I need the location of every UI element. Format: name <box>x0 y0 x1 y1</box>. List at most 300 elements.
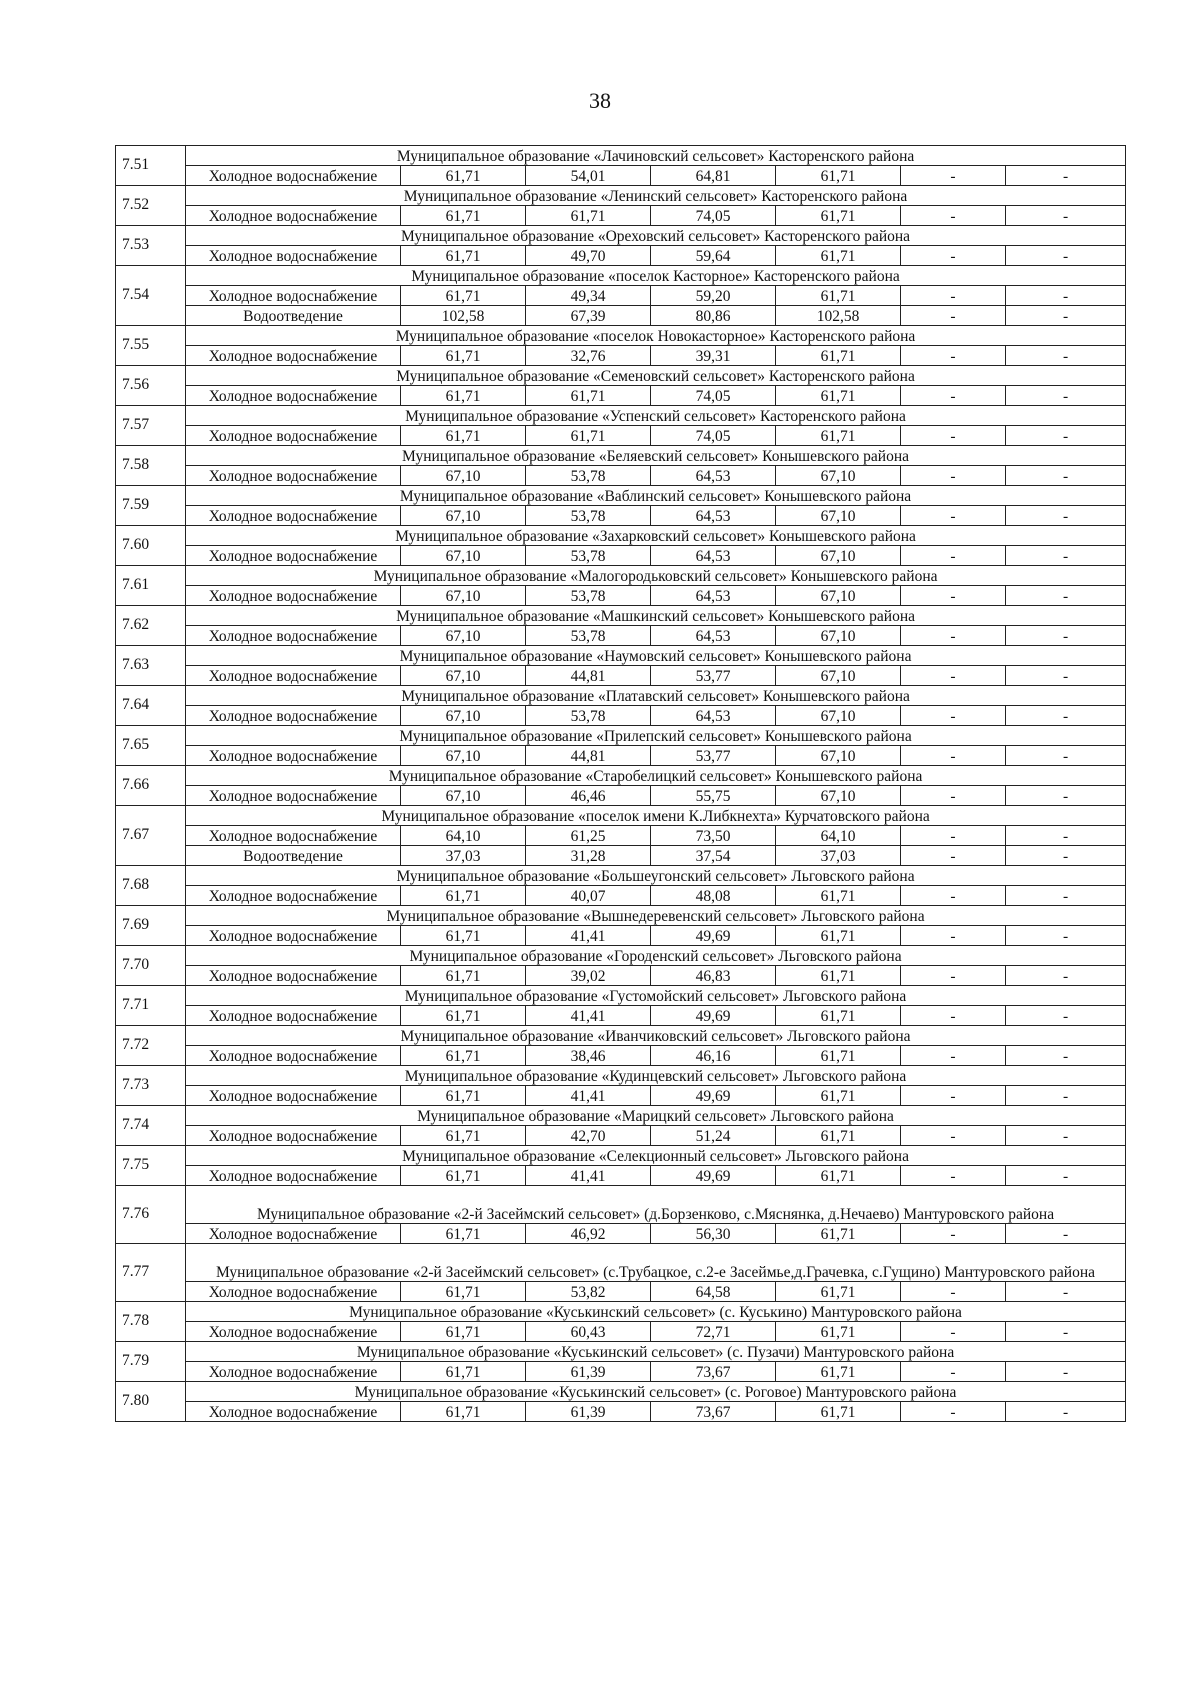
tariff-value-4: 61,71 <box>776 346 901 366</box>
dash-cell: - <box>1006 1322 1126 1342</box>
row-number: 7.54 <box>116 266 186 326</box>
service-name: Холодное водоснабжение <box>186 1224 401 1244</box>
municipality-title: Муниципальное образование «Куськинский сельсовет» (с. Куськино) Мантуровского района <box>186 1302 1126 1322</box>
tariff-value-1: 61,71 <box>401 166 526 186</box>
section-title-row <box>116 266 1126 286</box>
municipality-title: Муниципальное образование «Марицкий сельсовет» Льговского района <box>186 1106 1126 1126</box>
service-row <box>116 626 1126 646</box>
tariff-value-4: 67,10 <box>776 706 901 726</box>
tariff-value-2: 49,70 <box>526 246 651 266</box>
tariff-value-4: 102,58 <box>776 306 901 326</box>
tariff-value-2: 41,41 <box>526 1006 651 1026</box>
service-row <box>116 1086 1126 1106</box>
municipality-title: Муниципальное образование «Селекционный сельсовет» Льговского района <box>186 1146 1126 1166</box>
tariff-value-2: 44,81 <box>526 746 651 766</box>
service-row <box>116 706 1126 726</box>
municipality-title: Муниципальное образование «Прилепский сельсовет» Конышевского района <box>186 726 1126 746</box>
municipality-title: Муниципальное образование «Ленинский сельсовет» Касторенского района <box>186 186 1126 206</box>
municipality-title: Муниципальное образование «Ореховский сельсовет» Касторенского района <box>186 226 1126 246</box>
tariff-value-1: 61,71 <box>401 386 526 406</box>
tariff-value-1: 61,71 <box>401 206 526 226</box>
service-row <box>116 1402 1126 1422</box>
section-title-row <box>116 366 1126 386</box>
tariff-value-1: 61,71 <box>401 426 526 446</box>
service-row <box>116 1362 1126 1382</box>
tariff-value-2: 40,07 <box>526 886 651 906</box>
row-number: 7.58 <box>116 446 186 486</box>
dash-cell: - <box>1006 206 1126 226</box>
municipality-title: Муниципальное образование «Кудинцевский сельсовет» Льговского района <box>186 1066 1126 1086</box>
dash-cell: - <box>1006 386 1126 406</box>
tariff-value-4: 61,71 <box>776 926 901 946</box>
tariff-value-1: 67,10 <box>401 466 526 486</box>
section-title-row <box>116 646 1126 666</box>
tariff-value-4: 61,71 <box>776 1362 901 1382</box>
service-row <box>116 1322 1126 1342</box>
row-number: 7.64 <box>116 686 186 726</box>
municipality-title: Муниципальное образование «Куськинский сельсовет» (с. Роговое) Мантуровского района <box>186 1382 1126 1402</box>
tariff-value-3: 46,16 <box>651 1046 776 1066</box>
service-row <box>116 466 1126 486</box>
tariff-value-1: 67,10 <box>401 626 526 646</box>
tariff-value-1: 67,10 <box>401 546 526 566</box>
tariff-value-2: 41,41 <box>526 1166 651 1186</box>
section-title-row <box>116 1382 1126 1402</box>
tariff-value-4: 67,10 <box>776 466 901 486</box>
tariff-value-2: 61,39 <box>526 1402 651 1422</box>
dash-cell: - <box>901 626 1006 646</box>
service-name: Холодное водоснабжение <box>186 746 401 766</box>
dash-cell: - <box>1006 826 1126 846</box>
tariff-value-2: 53,78 <box>526 466 651 486</box>
tariff-value-3: 64,53 <box>651 706 776 726</box>
tariff-value-3: 64,53 <box>651 546 776 566</box>
section-title-row <box>116 186 1126 206</box>
tariff-value-4: 61,71 <box>776 1282 901 1302</box>
tariff-value-4: 67,10 <box>776 506 901 526</box>
dash-cell: - <box>901 1046 1006 1066</box>
dash-cell: - <box>1006 966 1126 986</box>
service-name: Водоотведение <box>186 846 401 866</box>
tariff-value-4: 64,10 <box>776 826 901 846</box>
section-title-row <box>116 1244 1126 1282</box>
dash-cell: - <box>1006 786 1126 806</box>
tariff-value-2: 61,71 <box>526 386 651 406</box>
tariff-value-2: 46,92 <box>526 1224 651 1244</box>
tariff-value-4: 61,71 <box>776 286 901 306</box>
municipality-title: Муниципальное образование «2-й Засеймский сельсовет» (д.Борзенково, с.Мяснянка, д.Нечаево) Мантуровского района <box>186 1186 1126 1224</box>
tariff-value-1: 61,71 <box>401 1166 526 1186</box>
tariff-value-3: 74,05 <box>651 426 776 446</box>
tariff-value-4: 61,71 <box>776 206 901 226</box>
service-row <box>116 426 1126 446</box>
service-name: Холодное водоснабжение <box>186 926 401 946</box>
tariff-value-4: 61,71 <box>776 1166 901 1186</box>
row-number: 7.62 <box>116 606 186 646</box>
tariff-value-2: 54,01 <box>526 166 651 186</box>
tariff-value-1: 67,10 <box>401 506 526 526</box>
service-name: Холодное водоснабжение <box>186 426 401 446</box>
section-title-row <box>116 606 1126 626</box>
tariff-value-4: 67,10 <box>776 626 901 646</box>
dash-cell: - <box>901 206 1006 226</box>
dash-cell: - <box>1006 246 1126 266</box>
section-title-row <box>116 906 1126 926</box>
page-number: 38 <box>589 88 611 113</box>
tariff-value-2: 53,78 <box>526 586 651 606</box>
service-name: Холодное водоснабжение <box>186 626 401 646</box>
row-number: 7.78 <box>116 1302 186 1342</box>
dash-cell: - <box>1006 1224 1126 1244</box>
service-name: Холодное водоснабжение <box>186 546 401 566</box>
municipality-title: Муниципальное образование «поселок Касторное» Касторенского района <box>186 266 1126 286</box>
service-row <box>116 1282 1126 1302</box>
municipality-title: Муниципальное образование «Наумовский сельсовет» Конышевского района <box>186 646 1126 666</box>
tariff-value-1: 102,58 <box>401 306 526 326</box>
dash-cell: - <box>901 846 1006 866</box>
tariff-value-1: 64,10 <box>401 826 526 846</box>
municipality-title: Муниципальное образование «Машкинский сельсовет» Конышевского района <box>186 606 1126 626</box>
row-number: 7.70 <box>116 946 186 986</box>
dash-cell: - <box>1006 346 1126 366</box>
dash-cell: - <box>901 786 1006 806</box>
tariff-value-4: 37,03 <box>776 846 901 866</box>
dash-cell: - <box>1006 426 1126 446</box>
tariff-value-1: 67,10 <box>401 586 526 606</box>
tariff-value-3: 49,69 <box>651 1166 776 1186</box>
dash-cell: - <box>901 1322 1006 1342</box>
tariff-value-3: 37,54 <box>651 846 776 866</box>
row-number: 7.51 <box>116 146 186 186</box>
tariff-value-4: 61,71 <box>776 386 901 406</box>
tariff-value-3: 73,67 <box>651 1402 776 1422</box>
tariff-value-1: 61,71 <box>401 926 526 946</box>
service-row <box>116 1126 1126 1146</box>
service-name: Холодное водоснабжение <box>186 966 401 986</box>
tariff-value-3: 64,53 <box>651 466 776 486</box>
tariff-table <box>115 145 1126 1422</box>
dash-cell: - <box>901 1282 1006 1302</box>
dash-cell: - <box>1006 626 1126 646</box>
tariff-value-2: 61,71 <box>526 206 651 226</box>
tariff-value-2: 41,41 <box>526 926 651 946</box>
dash-cell: - <box>1006 666 1126 686</box>
tariff-value-3: 74,05 <box>651 206 776 226</box>
tariff-value-3: 55,75 <box>651 786 776 806</box>
tariff-value-2: 41,41 <box>526 1086 651 1106</box>
tariff-value-2: 60,43 <box>526 1322 651 1342</box>
tariff-value-1: 61,71 <box>401 346 526 366</box>
municipality-title: Муниципальное образование «Старобелицкий сельсовет» Конышевского района <box>186 766 1126 786</box>
municipality-title: Муниципальное образование «Густомойский сельсовет» Льговского района <box>186 986 1126 1006</box>
tariff-value-1: 61,71 <box>401 886 526 906</box>
tariff-value-1: 61,71 <box>401 1086 526 1106</box>
tariff-value-3: 46,83 <box>651 966 776 986</box>
dash-cell: - <box>901 926 1006 946</box>
tariff-value-3: 53,77 <box>651 746 776 766</box>
tariff-value-3: 49,69 <box>651 1086 776 1106</box>
section-title-row <box>116 686 1126 706</box>
tariff-value-2: 31,28 <box>526 846 651 866</box>
tariff-value-3: 64,81 <box>651 166 776 186</box>
tariff-value-3: 74,05 <box>651 386 776 406</box>
municipality-title: Муниципальное образование «Куськинский сельсовет» (с. Пузачи) Мантуровского района <box>186 1342 1126 1362</box>
service-row <box>116 586 1126 606</box>
dash-cell: - <box>1006 1006 1126 1026</box>
municipality-title: Муниципальное образование «Успенский сельсовет» Касторенского района <box>186 406 1126 426</box>
dash-cell: - <box>901 1362 1006 1382</box>
service-row <box>116 386 1126 406</box>
service-row <box>116 166 1126 186</box>
tariff-value-4: 61,71 <box>776 1086 901 1106</box>
municipality-title: Муниципальное образование «поселок имени К.Либкнехта» Курчатовского района <box>186 806 1126 826</box>
tariff-value-3: 64,53 <box>651 586 776 606</box>
tariff-value-1: 61,71 <box>401 1322 526 1342</box>
row-number: 7.68 <box>116 866 186 906</box>
row-number: 7.67 <box>116 806 186 866</box>
service-row <box>116 546 1126 566</box>
municipality-title: Муниципальное образование «Малогородьковский сельсовет» Конышевского района <box>186 566 1126 586</box>
service-name: Холодное водоснабжение <box>186 466 401 486</box>
tariff-value-2: 46,46 <box>526 786 651 806</box>
tariff-value-1: 67,10 <box>401 706 526 726</box>
tariff-value-4: 61,71 <box>776 1046 901 1066</box>
service-name: Холодное водоснабжение <box>186 506 401 526</box>
service-row <box>116 746 1126 766</box>
tariff-value-1: 61,71 <box>401 286 526 306</box>
tariff-value-4: 67,10 <box>776 786 901 806</box>
service-row <box>116 826 1126 846</box>
row-number: 7.55 <box>116 326 186 366</box>
dash-cell: - <box>901 306 1006 326</box>
dash-cell: - <box>1006 846 1126 866</box>
section-title-row <box>116 986 1126 1006</box>
row-number: 7.75 <box>116 1146 186 1186</box>
service-row <box>116 1224 1126 1244</box>
section-title-row <box>116 1066 1126 1086</box>
service-name: Холодное водоснабжение <box>186 1126 401 1146</box>
service-name: Холодное водоснабжение <box>186 1166 401 1186</box>
row-number: 7.76 <box>116 1186 186 1244</box>
tariff-value-3: 49,69 <box>651 926 776 946</box>
service-row <box>116 286 1126 306</box>
tariff-value-3: 48,08 <box>651 886 776 906</box>
municipality-title: Муниципальное образование «Лачиновский сельсовет» Касторенского района <box>186 146 1126 166</box>
section-title-row <box>116 226 1126 246</box>
tariff-value-2: 53,78 <box>526 706 651 726</box>
service-name: Холодное водоснабжение <box>186 1322 401 1342</box>
service-row <box>116 346 1126 366</box>
tariff-value-4: 61,71 <box>776 1006 901 1026</box>
tariff-value-4: 61,71 <box>776 1402 901 1422</box>
dash-cell: - <box>901 246 1006 266</box>
tariff-value-2: 67,39 <box>526 306 651 326</box>
section-title-row <box>116 806 1126 826</box>
service-name: Холодное водоснабжение <box>186 1046 401 1066</box>
tariff-value-2: 39,02 <box>526 966 651 986</box>
row-number: 7.56 <box>116 366 186 406</box>
service-name: Холодное водоснабжение <box>186 886 401 906</box>
dash-cell: - <box>901 586 1006 606</box>
tariff-value-4: 61,71 <box>776 1224 901 1244</box>
dash-cell: - <box>901 386 1006 406</box>
dash-cell: - <box>901 466 1006 486</box>
section-title-row <box>116 526 1126 546</box>
tariff-value-4: 61,71 <box>776 246 901 266</box>
dash-cell: - <box>901 1086 1006 1106</box>
service-name: Водоотведение <box>186 306 401 326</box>
tariff-value-2: 38,46 <box>526 1046 651 1066</box>
row-number: 7.79 <box>116 1342 186 1382</box>
row-number: 7.65 <box>116 726 186 766</box>
tariff-value-4: 61,71 <box>776 426 901 446</box>
service-name: Холодное водоснабжение <box>186 346 401 366</box>
tariff-value-3: 59,64 <box>651 246 776 266</box>
service-row <box>116 926 1126 946</box>
tariff-value-3: 73,67 <box>651 1362 776 1382</box>
dash-cell: - <box>901 346 1006 366</box>
tariff-value-1: 67,10 <box>401 786 526 806</box>
section-title-row <box>116 446 1126 466</box>
tariff-value-1: 61,71 <box>401 246 526 266</box>
tariff-value-4: 61,71 <box>776 166 901 186</box>
service-name: Холодное водоснабжение <box>186 586 401 606</box>
tariff-value-4: 67,10 <box>776 586 901 606</box>
dash-cell: - <box>1006 466 1126 486</box>
service-name: Холодное водоснабжение <box>186 1362 401 1382</box>
dash-cell: - <box>901 826 1006 846</box>
service-row <box>116 206 1126 226</box>
dash-cell: - <box>901 426 1006 446</box>
row-number: 7.61 <box>116 566 186 606</box>
tariff-value-3: 56,30 <box>651 1224 776 1244</box>
dash-cell: - <box>901 546 1006 566</box>
service-name: Холодное водоснабжение <box>186 206 401 226</box>
row-number: 7.60 <box>116 526 186 566</box>
municipality-title: Муниципальное образование «поселок Новокасторное» Касторенского района <box>186 326 1126 346</box>
section-title-row <box>116 946 1126 966</box>
row-number: 7.57 <box>116 406 186 446</box>
municipality-title: Муниципальное образование «Вышнедеревенский сельсовет» Льговского района <box>186 906 1126 926</box>
tariff-value-1: 67,10 <box>401 746 526 766</box>
section-title-row <box>116 866 1126 886</box>
dash-cell: - <box>901 706 1006 726</box>
tariff-value-2: 53,78 <box>526 506 651 526</box>
service-row <box>116 1166 1126 1186</box>
tariff-value-2: 53,78 <box>526 626 651 646</box>
tariff-value-3: 39,31 <box>651 346 776 366</box>
tariff-value-1: 61,71 <box>401 1006 526 1026</box>
service-name: Холодное водоснабжение <box>186 826 401 846</box>
tariff-value-1: 61,71 <box>401 966 526 986</box>
tariff-value-4: 61,71 <box>776 1322 901 1342</box>
dash-cell: - <box>901 166 1006 186</box>
tariff-value-3: 72,71 <box>651 1322 776 1342</box>
dash-cell: - <box>901 1224 1006 1244</box>
service-row <box>116 666 1126 686</box>
dash-cell: - <box>1006 1126 1126 1146</box>
tariff-value-3: 53,77 <box>651 666 776 686</box>
tariff-value-2: 61,25 <box>526 826 651 846</box>
dash-cell: - <box>901 1126 1006 1146</box>
dash-cell: - <box>1006 506 1126 526</box>
service-row <box>116 1006 1126 1026</box>
row-number: 7.71 <box>116 986 186 1026</box>
tariff-value-1: 61,71 <box>401 1402 526 1422</box>
service-name: Холодное водоснабжение <box>186 1402 401 1422</box>
section-title-row <box>116 1342 1126 1362</box>
tariff-value-4: 67,10 <box>776 746 901 766</box>
tariff-value-4: 61,71 <box>776 966 901 986</box>
dash-cell: - <box>1006 886 1126 906</box>
section-title-row <box>116 326 1126 346</box>
row-number: 7.59 <box>116 486 186 526</box>
service-name: Холодное водоснабжение <box>186 246 401 266</box>
row-number: 7.66 <box>116 766 186 806</box>
service-row <box>116 1046 1126 1066</box>
tariff-value-1: 61,71 <box>401 1282 526 1302</box>
service-name: Холодное водоснабжение <box>186 706 401 726</box>
dash-cell: - <box>1006 1166 1126 1186</box>
section-title-row <box>116 766 1126 786</box>
municipality-title: Муниципальное образование «Большеугонский сельсовет» Льговского района <box>186 866 1126 886</box>
service-row <box>116 506 1126 526</box>
dash-cell: - <box>901 666 1006 686</box>
tariff-value-3: 73,50 <box>651 826 776 846</box>
dash-cell: - <box>1006 1402 1126 1422</box>
tariff-value-2: 61,71 <box>526 426 651 446</box>
municipality-title: Муниципальное образование «Городенский сельсовет» Льговского района <box>186 946 1126 966</box>
section-title-row <box>116 406 1126 426</box>
tariff-value-3: 59,20 <box>651 286 776 306</box>
row-number: 7.69 <box>116 906 186 946</box>
dash-cell: - <box>901 1402 1006 1422</box>
row-number: 7.74 <box>116 1106 186 1146</box>
row-number: 7.77 <box>116 1244 186 1302</box>
dash-cell: - <box>901 286 1006 306</box>
tariff-value-3: 49,69 <box>651 1006 776 1026</box>
dash-cell: - <box>901 746 1006 766</box>
tariff-value-3: 64,53 <box>651 506 776 526</box>
dash-cell: - <box>1006 306 1126 326</box>
tariff-value-4: 61,71 <box>776 1126 901 1146</box>
section-title-row <box>116 566 1126 586</box>
dash-cell: - <box>901 1006 1006 1026</box>
municipality-title: Муниципальное образование «Иванчиковский сельсовет» Льговского района <box>186 1026 1126 1046</box>
tariff-value-1: 61,71 <box>401 1362 526 1382</box>
dash-cell: - <box>1006 546 1126 566</box>
section-title-row <box>116 1186 1126 1224</box>
row-number: 7.63 <box>116 646 186 686</box>
dash-cell: - <box>1006 1362 1126 1382</box>
tariff-value-3: 80,86 <box>651 306 776 326</box>
dash-cell: - <box>1006 286 1126 306</box>
tariff-value-2: 32,76 <box>526 346 651 366</box>
tariff-value-3: 51,24 <box>651 1126 776 1146</box>
tariff-value-1: 37,03 <box>401 846 526 866</box>
tariff-value-2: 42,70 <box>526 1126 651 1146</box>
municipality-title: Муниципальное образование «Беляевский сельсовет» Конышевского района <box>186 446 1126 466</box>
section-title-row <box>116 1026 1126 1046</box>
dash-cell: - <box>901 1166 1006 1186</box>
service-name: Холодное водоснабжение <box>186 1086 401 1106</box>
municipality-title: Муниципальное образование «Захарковский сельсовет» Конышевского района <box>186 526 1126 546</box>
dash-cell: - <box>1006 1086 1126 1106</box>
service-name: Холодное водоснабжение <box>186 286 401 306</box>
section-title-row <box>116 146 1126 166</box>
service-name: Холодное водоснабжение <box>186 666 401 686</box>
tariff-value-2: 49,34 <box>526 286 651 306</box>
